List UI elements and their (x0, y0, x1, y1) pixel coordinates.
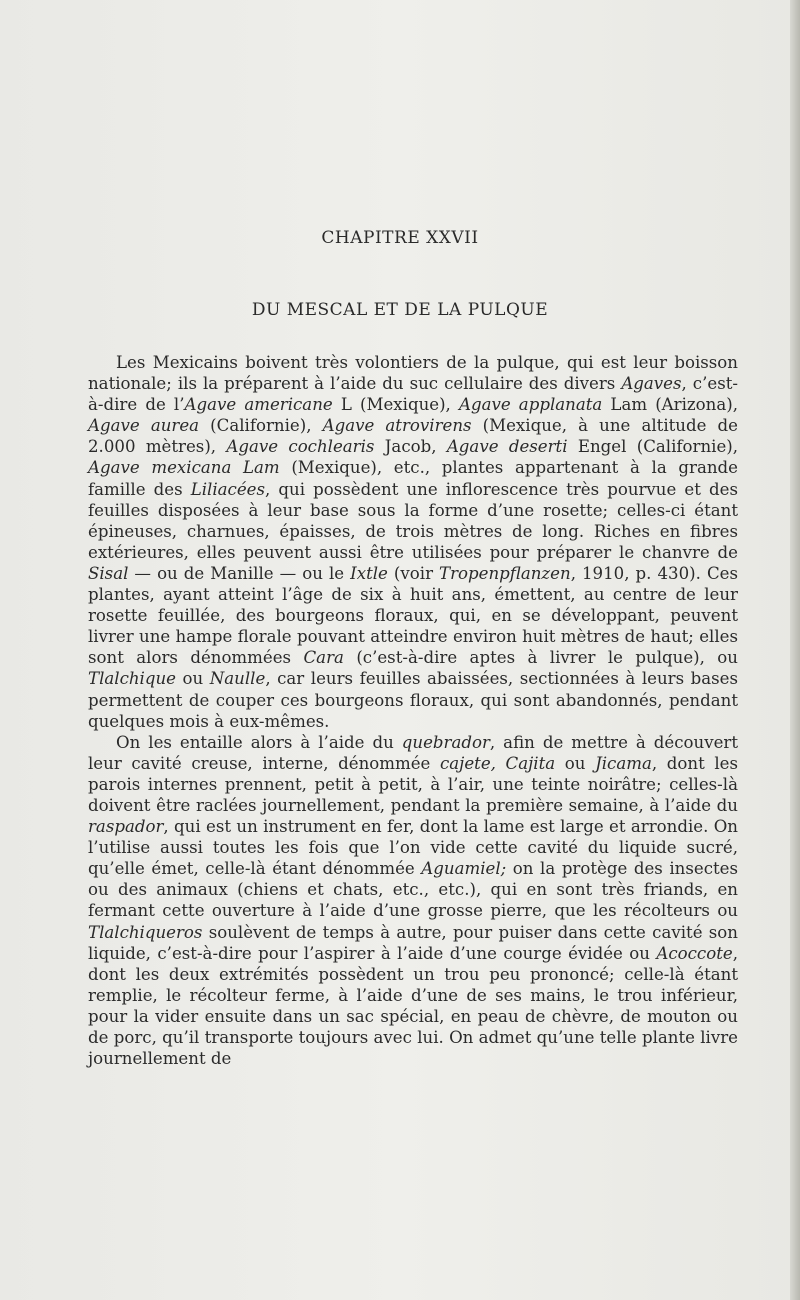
text-run: , c’est-à-dire de l’ (88, 374, 738, 415)
text-run: Engel (Californie), (567, 437, 739, 457)
chapter-heading: CHAPITRE XXVII (321, 228, 479, 248)
text-run: (Californie), (199, 416, 323, 436)
text-run: (Mexique), etc., plantes appartenant à la grande famille des (88, 458, 738, 499)
text-run: (c’est-à-dire aptes à livrer le pulque), ou (343, 648, 738, 668)
italic-term: Agave atrovirens (322, 416, 472, 436)
text-run: ou (176, 669, 210, 689)
text-run: ou (555, 753, 596, 773)
italic-term: quebrador (401, 732, 490, 752)
paragraph-2 (88, 732, 738, 1070)
text-run: L (Mexique), (332, 395, 459, 415)
italic-term: raspador (88, 817, 164, 837)
italic-term: Aguamiel; (421, 859, 507, 879)
text-run: , 1910, p. 430). Ces plantes, ayant atteint l’âge de six à huit ans, émettent, au centre de leur rosette feuillée, des bourgeons floraux, qui, en se développant, peuvent livrer une hampe florale pouvant atteindre environ huit mètres de haut; elles sont alors dénommées (88, 563, 738, 668)
italic-term: Ixtle (350, 563, 388, 583)
text-run: Lam (Arizona), (602, 395, 738, 415)
text-run: (Mexique, à une altitude de 2.000 mètres), (88, 416, 738, 457)
italic-term: cajete, Cajita (440, 753, 556, 773)
text-run: , afin de mettre à découvert leur cavité creuse, interne, dénommée (88, 732, 738, 773)
italic-term: Agave cochlearis (226, 437, 375, 457)
italic-term: Tropenpflanzen (439, 563, 571, 583)
italic-term: Liliacées (190, 479, 265, 499)
text-run: soulèvent de temps à autre, pour puiser dans cette cavité son liquide, c’est-à-dire pour l’aspirer à l’aide d’une courge évidée ou (88, 922, 738, 963)
text-run: Les Mexicains boivent très volontiers de la pulque, qui est leur boisson nationale; ils la préparent à l’aide du suc cellulaire des divers (88, 353, 738, 394)
italic-term: Agave mexicana Lam (88, 458, 280, 478)
text-run: on la protège des insectes ou des animaux (chiens et chats, etc., etc.), qui en sont très friands, en fermant cette ouverture à l’aide d’une grosse pierre, que les récolteurs ou (88, 859, 738, 921)
italic-term: Acoccote (656, 943, 733, 963)
chapter-title: DU MESCAL ET DE LA PULQUE (251, 300, 549, 320)
italic-term: Jicama (595, 753, 652, 773)
italic-term: Naulle (209, 669, 266, 689)
text-run: , car leurs feuilles abaissées, sectionnées à leurs bases permettent de couper ces bourgeons floraux, qui sont abandonnés, pendant quelques mois à eux-mêmes. (88, 669, 738, 731)
italic-term: Agave applanata (458, 395, 603, 415)
italic-term: Agave deserti (446, 437, 568, 457)
paragraph-1 (88, 352, 738, 732)
text-run: (voir (387, 563, 440, 583)
italic-term: Cara (303, 648, 344, 668)
text-run: — ou de Manille — ou le (128, 563, 351, 583)
text-run: , dont les deux extrémités possèdent un trou peu prononcé; celle-là étant remplie, le récolteur ferme, à l’aide d’une de ses mains, le trou inférieur, pour la vider ensuite dans un sac spécial, en peau de chèvre, de mouton ou de porc, qu’il transporte toujours avec lui. On admet qu’une telle plante livre journellement de (88, 943, 738, 1069)
italic-term: Agaves (621, 374, 682, 394)
text-run: , qui possèdent une inflorescence très pourvue et des feuilles disposées à leur base sous la forme d’une rosette; celles-ci étant épineuses, charnues, épaisses, de trois mètres de long. Riches en fibres extérieures, elles peuvent aussi être utilisées pour préparer le chanvre de (88, 479, 738, 562)
italic-term: Tlalchiqueros (88, 922, 203, 942)
body-text (88, 352, 738, 1069)
text-run: On les entaille alors à l’aide du (116, 732, 402, 752)
text-run: , qui est un instrument en fer, dont la lame est large et arrondie. On l’utilise aussi toutes les fois que l’on vide cette cavité du liquide sucré, qu’elle émet, celle-là étant dénommée (88, 817, 738, 879)
page-edge (790, 0, 800, 1300)
italic-term: Tlalchique (88, 669, 176, 689)
italic-term: Agave americane (184, 395, 333, 415)
italic-term: Sisal (88, 563, 129, 583)
text-run: Jacob, (374, 437, 447, 457)
italic-term: Agave aurea (88, 416, 200, 436)
text-run: , dont les parois internes prennent, petit à petit, à l’air, une teinte noirâtre; celles-là doivent être raclées journellement, pendant la première semaine, à l’aide du (88, 753, 739, 815)
